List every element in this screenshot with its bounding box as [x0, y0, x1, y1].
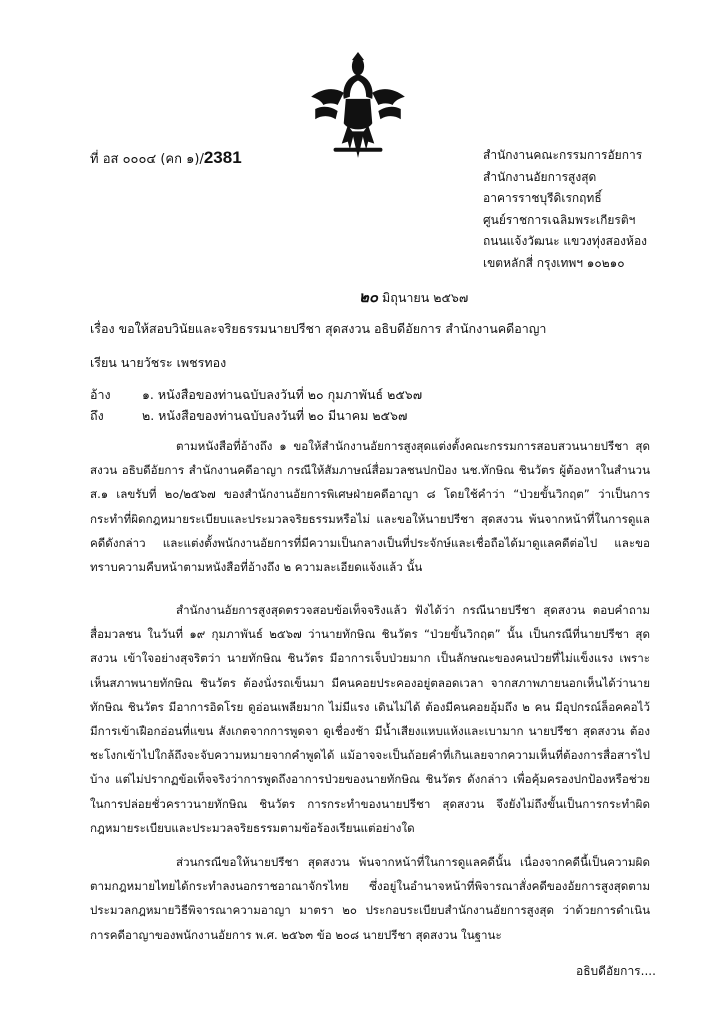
body-paragraph: ตามหนังสือที่อ้างถึง ๑ ขอให้สำนักงานอัยการสูงสุดแต่งตั้งคณะกรรมการสอบสวนนายปรีชา สุดสงวน อธิบดีอัยการ สำนักงานคดีอาญา กรณีให้สัมภาษณ์สื่อมวลชนปกป้อง นช.ทักษิณ ชินวัตร ผู้ต้องหาในสำนวน ส.๑ เลขรับที่ ๒๐/๒๕๖๗ ของสำนักงานอัยการพิเศษฝ่ายคดีอาญา ๘ โดยใช้คำว่า “ป่วยขั้นวิกฤต” ว่าเป็นการกระทำที่ผิดกฎหมายระเบียบและประมวลจริยธรรมหรือไม่ และขอให้นายปรีชา สุดสงวน พ้นจากหน้าที่ในการดูแลคดีดังกล่าว และแต่งตั้งพนักงานอัยการที่มีความเป็นกลางเป็นที่ประจักษ์และเชื่อถือได้มาดูแลคดีต่อไป และขอทราบความคืบหน้าตามหนังสือที่อ้างถึง ๒ ความละเอียดแจ้งแล้ว นั้น	[90, 439, 650, 575]
address-line: ถนนแจ้งวัฒนะ แขวงทุ่งสองห้อง	[483, 234, 648, 248]
letter-date	[359, 285, 468, 309]
garuda-emblem-icon	[307, 52, 409, 164]
body-paragraph: ส่วนกรณีขอให้นายปรีชา สุดสงวน พ้นจากหน้าที่ในการดูแลคดีนั้น เนื่องจากคดีนี้เป็นความผิดตามกฎหมายไทยได้กระทำลงนอกราชอาณาจักรไทย ซึ่งอยู่ในอำนาจหน้าที่พิจารณาสั่งคดีของอัยการสูงสุดตามประมวลกฎหมายวิธีพิจารณาความอาญา มาตรา ๒๐ ประกอบระเบียบสำนักงานอัยการสูงสุด ว่าด้วยการดำเนินการคดีอาญาของพนักงานอัยการ พ.ศ. ๒๕๖๓ ข้อ ๒๐๘ นายปรีชา สุดสงวน ในฐานะ	[90, 855, 650, 942]
reference-item: ๒. หนังสือของท่านฉบับลงวันที่ ๒๐ มีนาคม ๒๕๖๗	[142, 408, 408, 423]
continuation-marker: อธิบดีอัยการ....	[576, 964, 656, 978]
subject-line: เรื่อง ขอให้สอบวินัยและจริยธรรมนายปรีชา สุดสงวน อธิบดีอัยการ สำนักงานคดีอาญา	[90, 321, 547, 336]
address-line: ศูนย์ราชการเฉลิมพระเกียรติฯ	[483, 212, 636, 227]
sender-address	[483, 145, 647, 274]
document-number	[90, 148, 242, 169]
address-line: สำนักงานคณะกรรมการอัยการ	[483, 148, 643, 162]
address-line: สำนักงานอัยการสูงสุด	[483, 169, 597, 184]
references-label: อ้างถึง	[90, 387, 111, 423]
body-paragraph: สำนักงานอัยการสูงสุดตรวจสอบข้อเท็จจริงแล้ว ฟังได้ว่า กรณีนายปรีชา สุดสงวน ตอบคำถามสื่อมวลชน ในวันที่ ๑๙ กุมภาพันธ์ ๒๕๖๗ ว่านายทักษิณ ชินวัตร “ป่วยขั้นวิกฤต” นั้น เป็นกรณีที่นายปรีชา สุดสงวน เข้าใจอย่างสุจริตว่า นายทักษิณ ชินวัตร มีอาการเจ็บป่วยมาก เป็นลักษณะของคนป่วยที่ไม่แข็งแรง เพราะเห็นสภาพนายทักษิณ ชินวัตร ต้องนั่งรถเข็นมา มีคนคอยประคองอยู่ตลอดเวลา จากสภาพภายนอกเห็นได้ว่านายทักษิณ ชินวัตร มีอาการอิดโรย ดูอ่อนเพลียมาก ไม่มีแรง เดินไม่ได้ ต้องมีคนคอยอุ้มถึง ๒ คน มีอุปกรณ์ล็อคคอไว้ มีการเข้าเฝือกอ่อนที่แขน สังเกตจากการพูดจา ดูเชื่องช้า มีน้ำเสียงแหบแห้งและเบามาก นายปรีชา สุดสงวน ต้องชะโงกเข้าไปใกล้ถึงจะจับความหมายจากคำพูดได้ แม้อาจจะเป็นถ้อยคำที่เกินเลยจากความเห็นที่ต้องการสื่อสารไปบ้าง แต่ไม่ปรากฏข้อเท็จจริงว่าการพูดถึงอาการป่วยของนายทักษิณ ชินวัตร ดังกล่าว เพื่อคุ้มครองปกป้องหรือช่วยในการปล่อยชั่วคราวนายทักษิณ ชินวัตร การกระทำของนายปรีชา สุดสงวน จึงยังไม่ถึงขั้นเป็นการกระทำผิดกฎหมายระเบียบและประมวลจริยธรรมตามข้อร้องเรียนแต่อย่างใด	[90, 603, 650, 835]
document-number-value: 2381	[203, 148, 242, 167]
address-line: เขตหลักสี่ กรุงเทพฯ ๑๐๒๑๐	[483, 255, 625, 270]
document-number-prefix: ที่ อส ๐๐๐๔ (คก ๑)/	[90, 152, 204, 167]
address-line: อาคารราชบุรีดิเรกฤทธิ์	[483, 191, 602, 205]
reference-item: ๑. หนังสือของท่านฉบับลงวันที่ ๒๐ กุมภาพันธ์ ๒๕๖๗	[142, 387, 423, 402]
date-month-year: มิถุนายน ๒๕๖๗	[378, 290, 469, 305]
salutation-line: เรียน นายวัชระ เพชรทอง	[90, 355, 227, 370]
date-day-handwritten: ๒๐	[359, 288, 379, 306]
